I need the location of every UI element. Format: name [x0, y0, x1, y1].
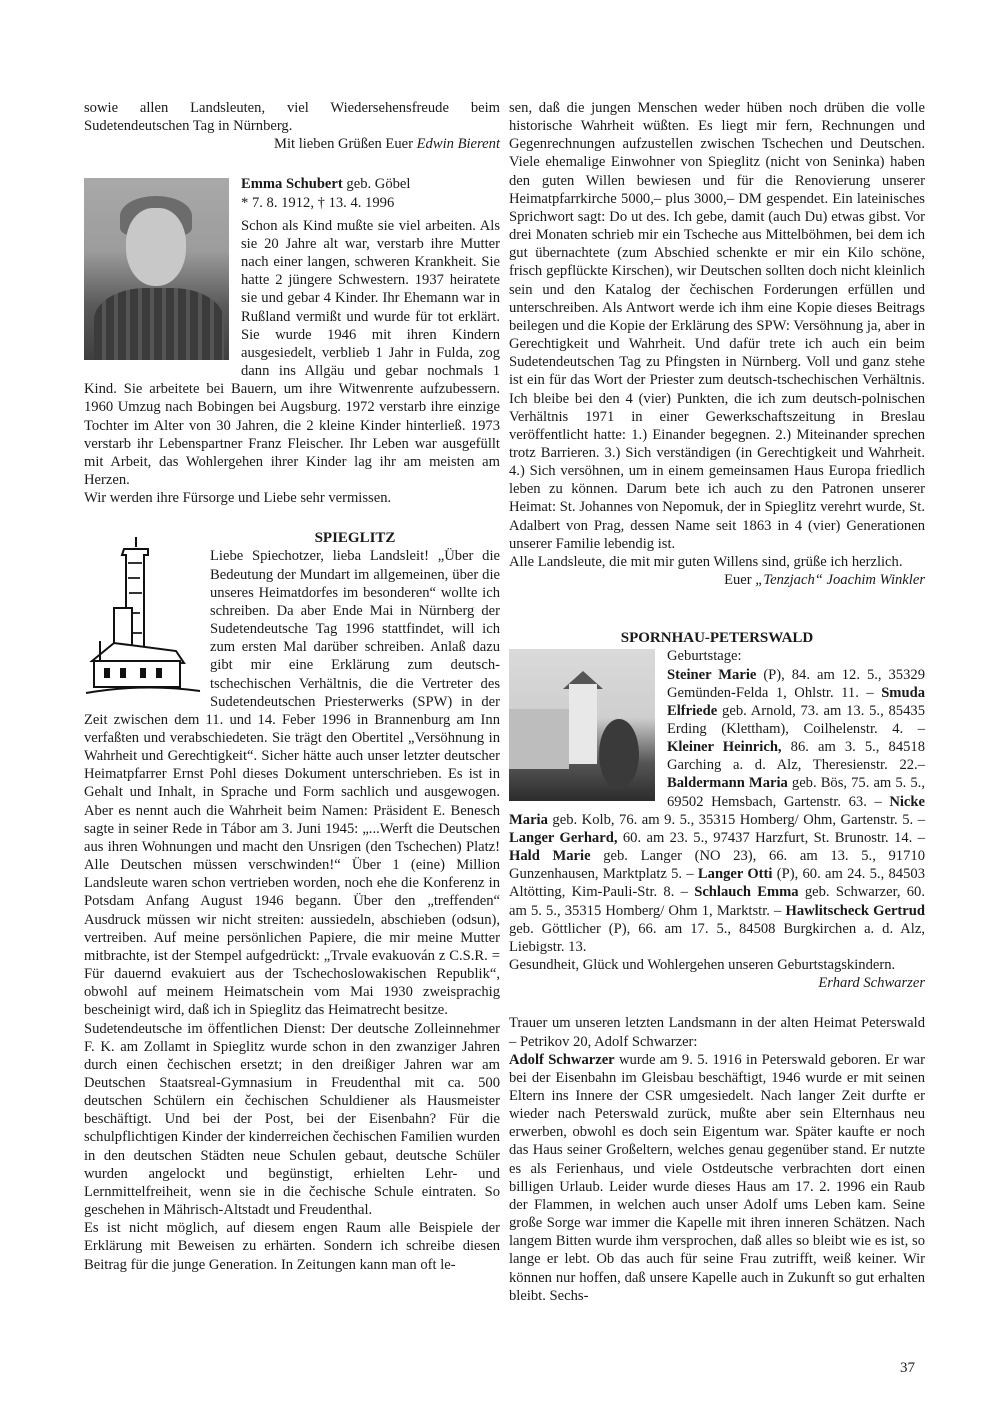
intro-signature: Mit lieben Grüßen Euer Edwin Bierent — [273, 136, 500, 153]
obituary-dates: * 7. 8. 1912, † 13. 4. 1996 — [241, 194, 395, 211]
birthday-name: Hald Marie — [509, 848, 591, 865]
birthday-name: Schlauch Emma — [694, 884, 799, 901]
birthday-name: Hawlitscheck Gertrud — [785, 902, 925, 919]
mourning-intro: Trauer um unseren letzten Landsmann in der alten Heimat Peterswald – Petrikov 20, Adolf Schwarzer: — [509, 1015, 925, 1050]
spieglitz-signature: Euer „Tenzjach“ Joachim Winkler — [724, 572, 925, 589]
tower-drawing-icon — [84, 533, 204, 709]
section-spieglitz — [84, 529, 500, 1273]
obituary-name: Emma Schubert — [241, 176, 343, 193]
spornhau-heading: SPORNHAU-PETERSWALD — [620, 630, 814, 647]
intro-text: sowie allen Landsleuten, viel Wiedersehensfreude beim Sudetendeutschen Tag in Nürnberg. — [84, 100, 500, 135]
obituary-heading: Emma Schubert geb. Göbel — [241, 176, 411, 193]
birthday-name: Smuda Elfriede — [667, 684, 925, 719]
obituary-text: Schon als Kind mußte sie viel arbeiten. Als sie 20 Jahre alt war, verstarb ihre Mutter nach einer langen, schweren Krankheit. Sie hatte 2 jüngere Schwestern. 1937 heiratete sie und gebar 4 Kinder. Ihr Ehemann war in Rußland vermißt und wurde für tot erklärt. Sie wurde 1946 mit ihren Kindern ausgesiedelt, verblieb 1 Jahr in Fulda, zog dann ins Allgäu und gebar nochmals 1 Kind. Sie arbeitete bei Bauern, um ihre Witwenrente aufzubessern. 1960 Umzug nach Bobingen bei Augsburg. 1972 verstarb ihre einzige Tochter im Alter von 30 Jahren, die 2 kleine Kinder hinterließ. 1973 verstarb ihr Lebenspartner Franz Fleischer. Ihr Leben war ausgefüllt mit Arbeit, das Wohlergehen ihrer Kinder lag ihr am meisten am Herzen. — [84, 217, 500, 488]
birthday-name: Langer Otti — [697, 866, 773, 883]
intro-signature-name: Edwin Bierent — [416, 136, 500, 153]
obituary-name: Adolf Schwarzer — [509, 1051, 615, 1068]
portrait-photo — [84, 178, 229, 360]
spieglitz-para-3: Es ist nicht möglich, auf diesem engen Raum alle Beispiele der Erklärung mit Beweisen zu erhärten. Sondern ich schreibe diesen Beitrag für die junge Generation. In Zeitungen kann man oft le- — [84, 1220, 500, 1273]
birthday-name: Langer Gerhard, — [509, 829, 618, 846]
birthday-list: Steiner Marie (P), 84. am 12. 5., 35329 Gemünden-Felda 1, Ohlstr. 11. – Smuda Elfriede geb. Arnold, 73. am 13. 5., 85435 Erding (Klettham), Coilhelenstr. 4. – Kleiner Heinrich, 86. am 3. 5., 84518 Garching a. d. Alz, Theresienstr. 22.– Baldermann Maria geb. Bös, 75. am 5. 5., 69502 Hemsbach, Gartenstr. 63. – Nicke Maria geb. Kolb, 76. am 9. 5., 35315 Homberg/ Ohm, Gartenstr. 5. – Langer Gerhard, 60. am 23. 5., 97437 Harzfurt, St. Brunostr. 14. – Hald Marie geb. Langer (NO 23), 66. am 13. 5., 91710 Gunzenhausen, Marktplatz 5. – Langer Otti (P), 60. am 24. 5., 84503 Altötting, Kim-Pauli-Str. 8. – Schlauch Emma geb. Schwarzer, 60. am 5. 5., 35315 Homberg/ Ohm 1, Marktstr. – Hawlitscheck Gertrud geb. Göttlicher (P), 66. am 17. 5., 84508 Burgkirchen a. d. Alz, Liebigstr. 13. — [509, 666, 926, 955]
tower-illustration — [84, 533, 204, 709]
spieglitz-para-2: Sudetendeutsche im öffentlichen Dienst: Der deutsche Zolleinnehmer F. K. am Zollamt in Spieglitz wurde schon in den zwanziger Jahren durch einen čechischen ersetzt; in den dreißiger Jahren war am Deutschen Staatsreal-Gymnasium in Freudenthal mit ca. 500 deutschen Schülern ein čechischen Schuldiener als Hausmeister beschäftigt. Und bei der Post, bei der Eisenbahn? Für die schulpflichtigen Kinder der kinderreichen čechischen Familien wurden in den deutschen Städten neue Schulen gebaut, deutsche Schüler wurden angelockt und begünstigt, erhielten Lehr- und Lernmittelfreiheit, wenn sie in die čechische Schule eintraten. So geschehen in Mährisch-Altstadt und Freudenthal. — [84, 1020, 500, 1219]
obituary-closing: Wir werden ihre Fürsorge und Liebe sehr vermissen. — [84, 490, 392, 507]
birthday-signature: Erhard Schwarzer — [818, 975, 925, 992]
right-column — [509, 99, 925, 1305]
obituary-adolf-schwarzer: Adolf Schwarzer wurde am 9. 5. 1916 in Peterswald geboren. Er war bei der Eisenbahn im Gleisbau beschäftigt, 1946 wurde er mit seinen Eltern ins Innere der CSR umgesiedelt. Nach langer Zeit durfte er wieder nach Peterswald zurück, mußte aber sein Elternhaus neu erwerben, obwohl es doch sein Eigentum war. Später kaufte er noch das Haus seiner Großeltern, welches genau gegenüber stand. Er nutzte es als Ferienhaus, und viele Ostdeutsche verbrachten dort einen billigen Urlaub. Leider wurde dieses Haus am 17. 2. 1996 ein Raub der Flammen, in welchen auch unser Adolf ums Leben kam. Seine große Sorge war immer die Kapelle mit ihren inneren Schätzen. Nach langem Bitten wurde ihm versprochen, daß alles so bleibt wie es ist, so lange er lebt. Ob das auch für seine Frau zutrifft, weiß keiner. Wir können nur hoffen, daß unsere Kapelle auch in Zukunft so gut erhalten bleibt. Sechs- — [509, 1051, 925, 1304]
birthday-name: Steiner Marie — [667, 666, 757, 683]
section-spornhau-peterswald — [509, 629, 925, 1305]
birthdays-subheading: Geburtstage: — [667, 648, 742, 665]
spieglitz-continued — [509, 99, 925, 589]
birthday-wishes: Gesundheit, Glück und Wohlergehen unseren Geburtstagskindern. — [509, 957, 896, 974]
spieglitz-cont-para-2: Alle Landsleute, die mit mir guten Willens sind, grüße ich herzlich. — [509, 553, 903, 570]
left-column — [84, 99, 500, 1274]
spieglitz-cont-para-1: sen, daß die jungen Menschen weder hüben noch drüben die volle historische Wahrheit wüßten. Es liegt mir fern, Rechnungen und Gegenrechnungen aufzustellen zwischen Tschechen und Deutschen. Viele ehemalige Einwohner von Spieglitz (nicht von Seninka) haben den guten Willen bewiesen und für die Renovierung unserer Heimatpfarrkirche 5000,– plus 3000,– DM gespendet. Ein lateinisches Sprichwort sagt: Do ut des. Ich gebe, damit (auch Du) etwas gibst. Vor drei Monaten schrieb mir ein Tscheche aus Mittelböhmen, bei dem ich gut übernachtete (zum Abschied schenkte er mir ein Kilo schöne, frisch gepflückte Kirschen), wir Deutschen sollten doch nicht kleinlich sein und den Katalog der čechischen Forderungen erfüllen und unterschreiben. Als Antwort werde ich ihm eine Kopie dieses Beitrags beilegen und die Kopie der Erklärung des SPW: Versöhnung ja, aber in Gerechtigkeit und Wahrheit. Und dafür trete ich auch ein beim Sudetendeutschen Tag zu Pfingsten in Nürnberg. Voll und ganz stehe ist ein für das Wort der Priester zum deutsch-tschechischen Verhältnis. Ich bleibe bei den 4 (vier) Punkten, die ich zum deutsch-polnischen Verhältnis 1971 in einer Gewerkschaftszeitung in Breslau veröffentlicht hatte: 1.) Einander begegnen. 2.) Miteinander sprechen trotz Barrieren. 3.) Sich verständigen (in Gerechtigkeit und Wahrheit. 4.) Sich versöhnen, um in einem gemeinsamen Haus Europa friedlich leben zu können. Darum bete ich auch zu den Patronen unserer Heimat: St. Johannes von Nepomuk, der in Spieglitz verehrt wurde, St. Adalbert von Prag, dessen Name seit 1863 in 4 (vier) Generationen unserer Familie lebendig ist. — [509, 100, 925, 552]
birthday-name: Baldermann Maria — [667, 775, 788, 792]
spieglitz-signature-name: „Tenzjach“ Joachim Winkler — [755, 572, 925, 589]
obituary-emma-schubert — [84, 175, 500, 507]
church-photo — [509, 649, 655, 801]
birthday-name: Nicke Maria — [509, 793, 925, 828]
page-number: 37 — [900, 1360, 915, 1376]
spieglitz-para-1: Liebe Spiechotzer, lieba Landsleit! „Über die Bedeutung der Mundart im allgemeinen, über die unseres Heimatdorfes im besonderen“ wollte ich schreiben. Da aber Ende Mai in Nürnberg der Sudetendeutsche Tag 1996 stattfindet, will ich zum ersten Mal darüber schreiben. Anlaß dazu gibt mir eine Erklärung zum deutsch-tschechischen Verhältnis, die die Vertreter des Sudetendeutschen Priesterwerks (SPW) in der Zeit zwischen dem 11. und 14. Feber 1996 in Brannenburg am Inn verfaßten und verabschiedeten. Sie trägt den Obertitel „Versöhnung in Wahrheit und Gerechtigkeit“. Sicher hätte auch unser letzter deutscher Heimatpfarrer Ernst Pohl dieses Dokument unterschrieben. Es ist in Gehalt und Inhalt, in Sprache und Form sachlich und ausgewogen. Aber es nennt auch die Wahrheit beim Namen: Präsident E. Benesch sagte in seiner Rede in Tábor am 3. Juni 1945: „...Werft die Deutschen aus ihren Wohnungen und macht den Unsrigen (den Tschechen) Platz! Alle Deutschen müssen verschwinden!“ Über 1 (eine) Million Landsleute waren schon vertrieben worden, noch ehe die Konferenz in Potsdam Anfang August 1946 begann. Über den „treffenden“ Ausdruck müssen wir nicht streiten: aussiedeln, abschieben (odsun), vertreiben. Auf meine persönlichen Papiere, die mir meine Mutter mitbrachte, ist der Stempel aufgedrückt: „Trvale evakuován z C.S.R. = Für dauernd evakuiert aus der Tschechoslowakischen Republik“, obwohl auf meinem Heimatschein vom Mai 1930 zweisprachig bescheinigt wird, daß ich in Spieglitz das Heimatrecht besitze. — [84, 548, 500, 1019]
birthday-name: Kleiner Heinrich, — [667, 739, 782, 756]
spieglitz-heading: SPIEGLITZ — [314, 530, 396, 547]
